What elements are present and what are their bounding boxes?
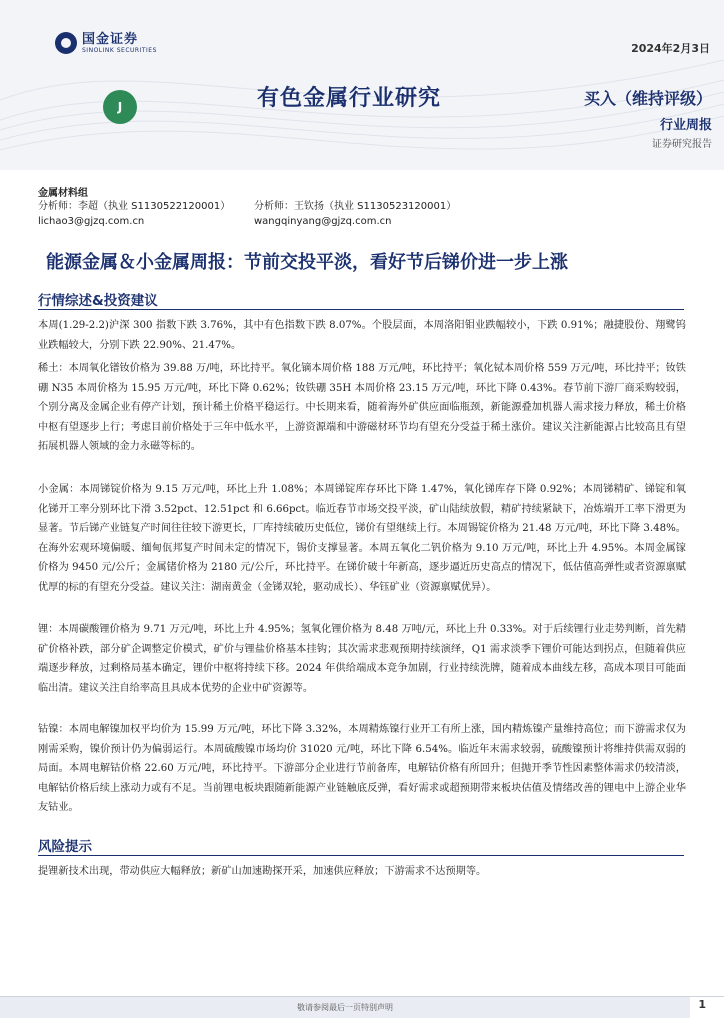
section-divider: [38, 855, 684, 856]
paragraph-overview: 本周(1.29-2.2)沪深 300 指数下跌 3.76%，其中有色指数下跌 8.07%。个股层面，本周洛阳钼业跌幅较小，下跌 0.91%；融捷股份、翔鹭钨业跌幅较大，分别下跌 22.90%、21.47%。: [38, 320, 686, 351]
section-heading-risk: 风险提示: [38, 839, 92, 855]
paragraph-lithium: 锂：本周碳酸锂价格为 9.71 万元/吨，环比上升 4.95%；氢氧化锂价格为 8.48 万吨/元，环比上升 0.33%。对于后续锂行业走势判断，首先精矿价格补跌，部分矿企调整定价模式，矿价与锂盐价格基本挂钩；其次需求悲观预期持续演绎，Q1 需求淡季下锂价可能达到拐点，但随着供应端逐步释放，过剩格局基本确定，锂价中枢将持续下移。2024 年供给端成本竞争加剧，行业持续洗牌，随着成本曲线左移，高成本项目可能面临出清。建议关注自给率高且具成本优势的企业中矿资源等。: [38, 624, 686, 694]
footer-divider: [0, 996, 724, 997]
industry-title: 有色金属行业研究: [257, 86, 442, 111]
report-date: 2024年2月3日: [631, 42, 710, 55]
paragraph-minor-metals: 小金属：本周锑锭价格为 9.15 万元/吨，环比上升 1.08%；本周锑锭库存环比下降 1.47%，氧化锑库存下降 0.92%；本周锑精矿、锑锭和氧化锑开工率分别环比下滑 3.52pct、12.51pct 和 6.66pct。临近春节市场交投平淡，矿山陆续放假，精矿持续紧缺下，冶炼端开工率下滑更为显著。节后锑产业链复产时间往往较下游更长，厂库持续破历史低位，锑价有望继续上行。本周锡锭价格为 21.48 万元/吨，环比下降 3.48%。在海外宏观环境偏暖、缅甸佤邦复产时间未定的情况下，锡价支撑显著。本周五氧化二钒价格为 9.10 万元/吨，环比上升 4.95%。本周金属镓价格为 9450 元/公斤；金属锗价格为 2180 元/公斤，环比持平。在锑价破十年新高，逐步逼近历史高点的情况下，低估值高弹性或者资源禀赋优厚的标的有望充分受益。建议关注：湖南黄金（金锑双轮，驱动成长）、华钰矿业（资源禀赋优异）。: [38, 484, 686, 593]
report-title: 能源金属＆小金属周报：节前交投平淡，看好节后锑价进一步上涨: [46, 252, 568, 273]
analyst-1-name: 分析师：李超（执业 S1130522120001）: [38, 201, 231, 212]
rating-label: 买入（维持评级）: [583, 89, 712, 108]
section-divider: [38, 309, 684, 310]
report-type: 行业周报: [659, 118, 712, 133]
logo-name-cn: 国金证券: [82, 31, 139, 47]
paragraph-rare-earth: 稀土：本周氧化镨钕价格为 39.88 万/吨，环比持平。氧化镝本周价格 188 万元/吨，环比持平；氧化铽本周价格 559 万元/吨，环比持平；钕铁硼 N35 本周价格为 15.95 万元/吨，环比下降 0.62%；钕铁硼 35H 本周价格 23.15 万元/吨，环比下降 0.43%。春节前下游厂商采购较弱，个别分离及金属企业有停产计划，预计稀土价格平稳运行。中长期来看，随着海外矿供应面临瓶颈，新能源叠加机器人需求接力释放，稀土价格中枢有望逐步上行；考虑目前价格处于三年中低水平，上游资源端和中游磁材环节均有望充分受益于稀土涨价。建议关注新能源占比较高且有望拓展机器人领域的金力永磁等标的。: [38, 363, 686, 452]
page-number: 1: [698, 998, 706, 1011]
section-heading-market: 行情综述&投资建议: [38, 293, 158, 309]
sector-group: 金属材料组: [38, 188, 88, 199]
analyst-1-email[interactable]: lichao3@gjzq.com.cn: [38, 216, 145, 227]
paragraph-risk: 提锂新技术出现，带动供应大幅释放；新矿山加速勘探开采，加速供应释放；下游需求不达预期等。: [38, 866, 487, 877]
qr-badge-icon: J: [103, 90, 137, 124]
report-subtype: 证券研究报告: [652, 139, 712, 150]
company-logo: [55, 32, 157, 54]
logo-name-en: SINOLINK SECURITIES: [82, 46, 157, 54]
report-header: [0, 0, 724, 170]
analyst-1: [38, 199, 230, 229]
analyst-2-name: 分析师：王钦扬（执业 S1130523120001）: [254, 201, 457, 212]
logo-mark-icon: [55, 32, 77, 54]
analyst-2: [254, 199, 456, 229]
paragraph-cobalt-nickel: 钴镍：本周电解镍加权平均价为 15.99 万元/吨，环比下降 3.32%，本周精炼镍行业开工有所上涨，国内精炼镍产量维持高位；而下游需求仅为刚需采购，镍价预计仍为偏弱运行。本周硫酸镍市场均价 31020 元/吨，环比下降 6.54%。临近年末需求较弱，硫酸镍预计将维持供需双弱的局面。本周电解钴价格 22.60 万元/吨，环比持平。下游部分企业进行节前备库，电解钴价格有所回升；但抛开季节性因素整体需求仍较清淡，电解钴价格后续上涨动力或有不足。当前锂电板块跟随新能源产业链触底反弹，看好需求或超预期带来板块估值及情绪改善的锂电中上游企业华友钴业。: [38, 724, 686, 813]
analyst-2-email[interactable]: wangqinyang@gjzq.com.cn: [254, 216, 392, 227]
footer-disclaimer[interactable]: 敬请参阅最后一页特别声明: [297, 1003, 393, 1012]
